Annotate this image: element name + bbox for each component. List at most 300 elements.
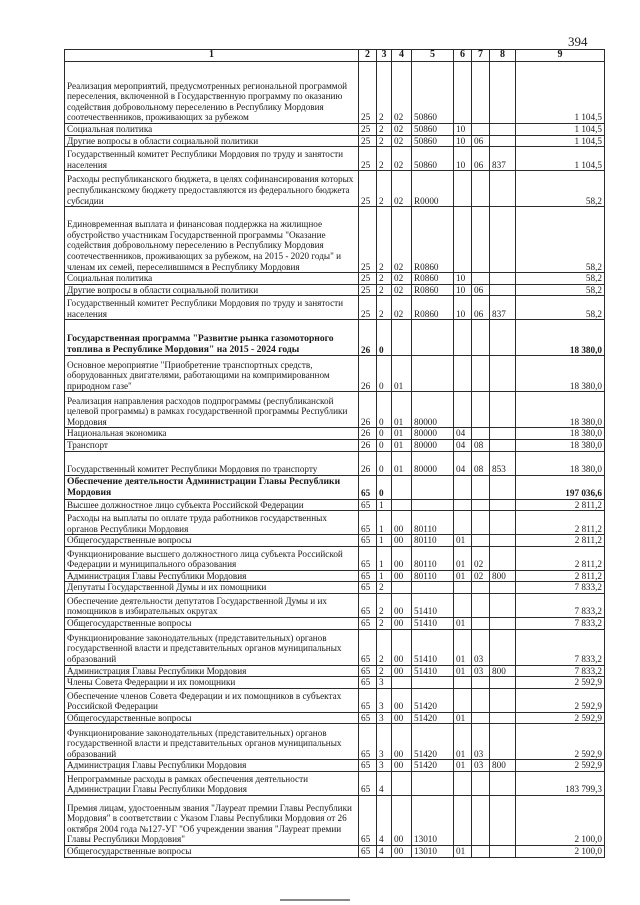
row-code-7-cell xyxy=(472,795,490,845)
row-code-5-cell: 51420 xyxy=(412,712,454,724)
row-name-cell: Общегосударственные вопросы xyxy=(65,712,359,724)
row-code-3-cell: 1 xyxy=(377,535,392,547)
row-code-8-cell: 837 xyxy=(490,296,516,320)
row-code-3-cell: 2 xyxy=(377,147,392,171)
table-row xyxy=(65,760,605,772)
row-code-2-cell: 65 xyxy=(359,795,377,845)
row-code-4-cell xyxy=(392,582,412,594)
row-code-7-cell: 02 xyxy=(472,546,490,570)
row-name-cell: Государственный комитет Республики Мордовия по труду и занятости населения xyxy=(65,147,359,171)
row-code-2-cell: 26 xyxy=(359,439,377,451)
table-row xyxy=(65,439,605,451)
row-code-8-cell xyxy=(490,582,516,594)
row-code-4-cell: 02 xyxy=(392,135,412,147)
row-code-6-cell: 10 xyxy=(454,147,472,171)
row-code-2-cell: 65 xyxy=(359,617,377,629)
row-code-5-cell: 51410 xyxy=(412,665,454,677)
row-amount-cell: 7 833,2 xyxy=(516,593,605,617)
row-code-3-cell: 4 xyxy=(377,795,392,845)
row-code-2-cell: 65 xyxy=(359,688,377,712)
row-amount-cell: 7 833,2 xyxy=(516,629,605,665)
row-amount-cell: 2 811,2 xyxy=(516,499,605,511)
row-code-4-cell: 02 xyxy=(392,284,412,296)
table-row xyxy=(65,147,605,171)
row-code-7-cell: 08 xyxy=(472,451,490,475)
table-row xyxy=(65,428,605,440)
row-code-2-cell: 65 xyxy=(359,511,377,535)
row-code-7-cell xyxy=(472,320,490,356)
row-amount-cell: 58,2 xyxy=(516,284,605,296)
row-name-cell: Реализация мероприятий, предусмотренных региональной программой переселения, включенной в Государственную программу по оказанию содействия добровольному переселению в Республику Мордовия соотечественников, проживающих за рубежом xyxy=(65,62,359,124)
row-code-6-cell: 10 xyxy=(454,296,472,320)
row-code-5-cell: 80000 xyxy=(412,392,454,428)
row-code-8-cell xyxy=(490,439,516,451)
table-row xyxy=(65,296,605,320)
row-code-3-cell: 2 xyxy=(377,284,392,296)
row-code-8-cell xyxy=(490,617,516,629)
row-name-cell: Депутаты Государственной Думы и их помощники xyxy=(65,582,359,594)
row-code-2-cell: 25 xyxy=(359,284,377,296)
row-code-3-cell: 2 xyxy=(377,135,392,147)
row-code-5-cell: 80000 xyxy=(412,428,454,440)
row-code-6-cell: 10 xyxy=(454,273,472,285)
row-code-6-cell xyxy=(454,677,472,689)
row-code-6-cell: 04 xyxy=(454,428,472,440)
row-code-6-cell: 10 xyxy=(454,135,472,147)
row-code-2-cell: 65 xyxy=(359,570,377,582)
row-code-6-cell: 01 xyxy=(454,712,472,724)
table-row xyxy=(65,617,605,629)
row-code-8-cell xyxy=(490,795,516,845)
row-code-6-cell xyxy=(454,593,472,617)
row-code-3-cell: 0 xyxy=(377,475,392,499)
row-code-7-cell xyxy=(472,617,490,629)
row-code-7-cell: 02 xyxy=(472,570,490,582)
row-code-7-cell: 06 xyxy=(472,296,490,320)
row-code-6-cell: 01 xyxy=(454,546,472,570)
row-code-6-cell: 01 xyxy=(454,665,472,677)
row-amount-cell: 1 104,5 xyxy=(516,124,605,136)
row-code-3-cell: 1 xyxy=(377,511,392,535)
row-code-8-cell xyxy=(490,499,516,511)
row-code-5-cell xyxy=(412,499,454,511)
row-code-2-cell: 25 xyxy=(359,135,377,147)
row-code-2-cell: 65 xyxy=(359,593,377,617)
row-amount-cell: 197 036,6 xyxy=(516,475,605,499)
row-name-cell: Обеспечение деятельности Администрации Главы Республики Мордовия xyxy=(65,475,359,499)
row-code-6-cell xyxy=(454,392,472,428)
row-code-8-cell xyxy=(490,62,516,124)
row-code-8-cell xyxy=(490,546,516,570)
row-code-4-cell: 00 xyxy=(392,629,412,665)
col-header-3: 3 xyxy=(377,50,392,62)
row-amount-cell: 18 380,0 xyxy=(516,428,605,440)
row-code-7-cell xyxy=(472,392,490,428)
row-code-7-cell: 03 xyxy=(472,760,490,772)
row-code-8-cell xyxy=(490,207,516,273)
col-header-9: 9 xyxy=(516,50,605,62)
row-code-7-cell xyxy=(472,124,490,136)
row-code-2-cell: 65 xyxy=(359,724,377,760)
row-code-4-cell: 02 xyxy=(392,273,412,285)
row-code-7-cell: 06 xyxy=(472,135,490,147)
row-code-2-cell: 25 xyxy=(359,147,377,171)
row-amount-cell: 18 380,0 xyxy=(516,320,605,356)
row-code-3-cell: 4 xyxy=(377,845,392,857)
row-code-5-cell: R0860 xyxy=(412,296,454,320)
row-code-4-cell xyxy=(392,771,412,795)
row-code-8-cell: 800 xyxy=(490,665,516,677)
row-code-2-cell: 26 xyxy=(359,428,377,440)
table-row xyxy=(65,124,605,136)
table-row xyxy=(65,392,605,428)
row-amount-cell: 7 833,2 xyxy=(516,617,605,629)
table-row xyxy=(65,582,605,594)
row-code-6-cell xyxy=(454,771,472,795)
row-name-cell: Расходы на выплаты по оплате труда работников государственных органов Республики Мордовия xyxy=(65,511,359,535)
row-code-8-cell xyxy=(490,771,516,795)
row-name-cell: Непрограммные расходы в рамках обеспечения деятельности Администрации Главы Республики Мордовия xyxy=(65,771,359,795)
row-name-cell: Национальная экономика xyxy=(65,428,359,440)
row-code-6-cell xyxy=(454,475,472,499)
row-amount-cell: 2 592,9 xyxy=(516,712,605,724)
row-code-7-cell xyxy=(472,171,490,207)
row-code-2-cell: 65 xyxy=(359,712,377,724)
row-code-4-cell: 00 xyxy=(392,570,412,582)
row-code-2-cell: 65 xyxy=(359,499,377,511)
table-row xyxy=(65,546,605,570)
row-name-cell: Администрация Главы Республики Мордовия xyxy=(65,665,359,677)
table-row xyxy=(65,724,605,760)
row-amount-cell: 1 104,5 xyxy=(516,135,605,147)
row-code-2-cell: 65 xyxy=(359,677,377,689)
table-row xyxy=(65,499,605,511)
row-code-5-cell: 51420 xyxy=(412,724,454,760)
row-code-5-cell: 50860 xyxy=(412,62,454,124)
row-name-cell: Функционирование высшего должностного лица субъекта Российской Федерации и муниципального образования xyxy=(65,546,359,570)
row-code-3-cell: 2 xyxy=(377,207,392,273)
row-code-6-cell: 01 xyxy=(454,629,472,665)
row-code-5-cell: 50860 xyxy=(412,124,454,136)
table-row xyxy=(65,570,605,582)
table-row xyxy=(65,771,605,795)
row-name-cell: Основное мероприятие "Приобретение транспортных средств, оборудованных двигателями, работающими на компримированном природном газе" xyxy=(65,356,359,392)
row-code-4-cell: 00 xyxy=(392,688,412,712)
table-row xyxy=(65,135,605,147)
row-code-3-cell: 2 xyxy=(377,582,392,594)
row-code-3-cell: 0 xyxy=(377,320,392,356)
row-code-7-cell xyxy=(472,511,490,535)
row-code-7-cell: 06 xyxy=(472,147,490,171)
row-name-cell: Общегосударственные вопросы xyxy=(65,845,359,857)
row-code-6-cell xyxy=(454,171,472,207)
row-code-4-cell: 00 xyxy=(392,795,412,845)
row-code-3-cell: 2 xyxy=(377,629,392,665)
row-code-4-cell: 00 xyxy=(392,593,412,617)
row-code-8-cell xyxy=(490,392,516,428)
row-name-cell: Реализация направления расходов подпрограммы (республиканской целевой программы) в рамках государственной программы Республики Мордовия xyxy=(65,392,359,428)
row-amount-cell: 18 380,0 xyxy=(516,392,605,428)
table-row xyxy=(65,320,605,356)
row-code-3-cell: 2 xyxy=(377,124,392,136)
row-code-6-cell xyxy=(454,499,472,511)
col-header-1: 1 xyxy=(65,50,359,62)
row-code-4-cell: 01 xyxy=(392,451,412,475)
row-code-5-cell: R0000 xyxy=(412,171,454,207)
row-code-5-cell: 51420 xyxy=(412,760,454,772)
row-name-cell: Премия лицам, удостоенным звания "Лауреат премии Главы Республики Мордовия" в соответствии с Указом Главы Республики Мордовия от 26 октября 2004 года №127-УГ "Об учреждении звания "Лауреат премии Главы Республики Мордовия" xyxy=(65,795,359,845)
row-code-8-cell xyxy=(490,284,516,296)
row-code-7-cell: 03 xyxy=(472,724,490,760)
scan-mark xyxy=(280,899,350,901)
row-code-6-cell: 10 xyxy=(454,284,472,296)
row-code-6-cell xyxy=(454,62,472,124)
row-code-7-cell: 03 xyxy=(472,665,490,677)
row-code-8-cell xyxy=(490,475,516,499)
row-code-3-cell: 1 xyxy=(377,570,392,582)
row-code-3-cell: 4 xyxy=(377,771,392,795)
row-code-3-cell: 2 xyxy=(377,665,392,677)
row-code-2-cell: 25 xyxy=(359,171,377,207)
row-code-4-cell: 00 xyxy=(392,712,412,724)
row-name-cell: Администрация Главы Республики Мордовия xyxy=(65,760,359,772)
row-code-5-cell: 51410 xyxy=(412,617,454,629)
row-code-2-cell: 25 xyxy=(359,273,377,285)
table-row xyxy=(65,171,605,207)
row-name-cell: Общегосударственные вопросы xyxy=(65,535,359,547)
row-code-2-cell: 65 xyxy=(359,629,377,665)
row-code-7-cell xyxy=(472,593,490,617)
table-row xyxy=(65,593,605,617)
row-code-6-cell: 01 xyxy=(454,845,472,857)
row-code-8-cell: 800 xyxy=(490,570,516,582)
row-code-5-cell: 80110 xyxy=(412,511,454,535)
row-code-5-cell: 13010 xyxy=(412,795,454,845)
row-amount-cell: 58,2 xyxy=(516,296,605,320)
row-amount-cell: 2 592,9 xyxy=(516,677,605,689)
table-row xyxy=(65,665,605,677)
row-code-5-cell xyxy=(412,582,454,594)
row-code-7-cell xyxy=(472,845,490,857)
row-code-7-cell xyxy=(472,677,490,689)
table-row xyxy=(65,795,605,845)
row-code-2-cell: 65 xyxy=(359,475,377,499)
col-header-6: 6 xyxy=(454,50,472,62)
row-code-3-cell: 3 xyxy=(377,712,392,724)
row-code-5-cell: R0860 xyxy=(412,207,454,273)
page-number: 394 xyxy=(568,34,588,49)
row-code-6-cell: 01 xyxy=(454,570,472,582)
row-name-cell: Государственная программа "Развитие рынка газомоторного топлива в Республике Мордовия" на 2015 - 2024 годы xyxy=(65,320,359,356)
row-code-7-cell xyxy=(472,582,490,594)
row-name-cell: Расходы республиканского бюджета, в целях софинансирования которых республиканскому бюджету предоставляются из федерального бюджета субсидии xyxy=(65,171,359,207)
row-code-3-cell: 3 xyxy=(377,724,392,760)
row-code-3-cell: 1 xyxy=(377,499,392,511)
row-amount-cell: 2 100,0 xyxy=(516,795,605,845)
row-code-2-cell: 65 xyxy=(359,582,377,594)
row-amount-cell: 7 833,2 xyxy=(516,582,605,594)
table-row xyxy=(65,535,605,547)
row-code-4-cell: 00 xyxy=(392,760,412,772)
row-code-5-cell: 13010 xyxy=(412,845,454,857)
row-code-5-cell: 50860 xyxy=(412,147,454,171)
row-amount-cell: 2 592,9 xyxy=(516,724,605,760)
row-code-5-cell: R0860 xyxy=(412,284,454,296)
row-code-5-cell xyxy=(412,320,454,356)
row-code-7-cell xyxy=(472,499,490,511)
row-code-4-cell xyxy=(392,475,412,499)
row-code-2-cell: 25 xyxy=(359,296,377,320)
row-code-7-cell xyxy=(472,273,490,285)
row-code-2-cell: 26 xyxy=(359,320,377,356)
row-name-cell: Члены Совета Федерации и их помощники xyxy=(65,677,359,689)
row-code-8-cell xyxy=(490,428,516,440)
table-row xyxy=(65,207,605,273)
row-code-6-cell xyxy=(454,582,472,594)
row-code-7-cell: 03 xyxy=(472,629,490,665)
table-row xyxy=(65,284,605,296)
row-code-5-cell: 80110 xyxy=(412,570,454,582)
row-code-4-cell: 02 xyxy=(392,207,412,273)
row-code-3-cell: 2 xyxy=(377,171,392,207)
row-code-7-cell xyxy=(472,428,490,440)
row-code-3-cell: 0 xyxy=(377,392,392,428)
row-name-cell: Функционирование законодательных (представительных) органов государственной власти и представительных органов муниципальных образований xyxy=(65,629,359,665)
row-name-cell: Единовременная выплата и финансовая поддержка на жилищное обустройство участникам Государственной программы "Оказание содействия добровольному переселению в Республику Мордовия соотечественников, проживающих за рубежом, на 2015 - 2020 годы" и членам их семей, переселившимся в Республику Мордовия xyxy=(65,207,359,273)
row-code-6-cell: 01 xyxy=(454,617,472,629)
col-header-8: 8 xyxy=(490,50,516,62)
row-name-cell: Транспорт xyxy=(65,439,359,451)
row-code-3-cell: 1 xyxy=(377,546,392,570)
row-code-5-cell: 51410 xyxy=(412,593,454,617)
row-code-4-cell: 02 xyxy=(392,296,412,320)
row-code-3-cell: 0 xyxy=(377,428,392,440)
row-name-cell: Другие вопросы в области социальной политики xyxy=(65,284,359,296)
row-code-3-cell: 2 xyxy=(377,296,392,320)
row-code-6-cell: 04 xyxy=(454,439,472,451)
row-name-cell: Обеспечение членов Совета Федерации и их помощников в субъектах Российской Федерации xyxy=(65,688,359,712)
row-code-4-cell: 02 xyxy=(392,124,412,136)
row-amount-cell: 18 380,0 xyxy=(516,439,605,451)
row-code-8-cell xyxy=(490,593,516,617)
row-code-2-cell: 25 xyxy=(359,62,377,124)
row-code-4-cell: 02 xyxy=(392,62,412,124)
row-code-3-cell: 0 xyxy=(377,451,392,475)
row-code-8-cell xyxy=(490,688,516,712)
row-code-8-cell xyxy=(490,724,516,760)
row-code-8-cell xyxy=(490,320,516,356)
row-name-cell: Другие вопросы в области социальной политики xyxy=(65,135,359,147)
row-code-5-cell: 80000 xyxy=(412,451,454,475)
row-code-7-cell: 08 xyxy=(472,439,490,451)
row-code-2-cell: 65 xyxy=(359,535,377,547)
table-row xyxy=(65,712,605,724)
row-code-3-cell: 3 xyxy=(377,760,392,772)
row-code-4-cell: 01 xyxy=(392,428,412,440)
row-code-3-cell: 2 xyxy=(377,62,392,124)
row-amount-cell: 7 833,2 xyxy=(516,665,605,677)
row-code-8-cell: 800 xyxy=(490,760,516,772)
row-code-6-cell: 04 xyxy=(454,451,472,475)
row-code-5-cell xyxy=(412,356,454,392)
row-code-4-cell xyxy=(392,499,412,511)
row-code-2-cell: 26 xyxy=(359,451,377,475)
row-code-3-cell: 2 xyxy=(377,593,392,617)
row-amount-cell: 2 100,0 xyxy=(516,845,605,857)
col-header-7: 7 xyxy=(472,50,490,62)
row-amount-cell: 2 592,9 xyxy=(516,760,605,772)
row-code-8-cell xyxy=(490,135,516,147)
row-code-5-cell xyxy=(412,475,454,499)
row-code-2-cell: 26 xyxy=(359,392,377,428)
header-row xyxy=(65,50,605,62)
row-name-cell: Общегосударственные вопросы xyxy=(65,617,359,629)
row-amount-cell: 183 799,3 xyxy=(516,771,605,795)
row-code-2-cell: 65 xyxy=(359,665,377,677)
row-code-6-cell xyxy=(454,795,472,845)
row-code-7-cell xyxy=(472,535,490,547)
row-code-5-cell xyxy=(412,677,454,689)
row-code-8-cell xyxy=(490,171,516,207)
row-amount-cell: 18 380,0 xyxy=(516,356,605,392)
row-code-2-cell: 65 xyxy=(359,771,377,795)
row-code-2-cell: 65 xyxy=(359,845,377,857)
row-code-4-cell xyxy=(392,677,412,689)
row-code-3-cell: 0 xyxy=(377,356,392,392)
row-code-3-cell: 2 xyxy=(377,617,392,629)
row-amount-cell: 1 104,5 xyxy=(516,147,605,171)
row-code-8-cell xyxy=(490,712,516,724)
row-name-cell: Обеспечение деятельности депутатов Государственной Думы и их помощников в избирательных округах xyxy=(65,593,359,617)
row-code-6-cell: 01 xyxy=(454,724,472,760)
row-code-6-cell: 01 xyxy=(454,535,472,547)
row-name-cell: Государственный комитет Республики Мордовия по труду и занятости населения xyxy=(65,296,359,320)
row-code-7-cell xyxy=(472,475,490,499)
table-row xyxy=(65,62,605,124)
table-row xyxy=(65,451,605,475)
row-code-8-cell xyxy=(490,845,516,857)
row-code-6-cell xyxy=(454,207,472,273)
row-code-8-cell: 837 xyxy=(490,147,516,171)
col-header-5: 5 xyxy=(412,50,454,62)
row-code-2-cell: 25 xyxy=(359,207,377,273)
row-amount-cell: 2 811,2 xyxy=(516,535,605,547)
row-code-7-cell xyxy=(472,62,490,124)
row-code-5-cell: 51420 xyxy=(412,688,454,712)
row-name-cell: Высшее должностное лицо субъекта Российской Федерации xyxy=(65,499,359,511)
row-code-4-cell: 00 xyxy=(392,724,412,760)
table-row xyxy=(65,511,605,535)
row-amount-cell: 2 811,2 xyxy=(516,511,605,535)
table-row xyxy=(65,688,605,712)
row-code-7-cell xyxy=(472,688,490,712)
row-code-3-cell: 2 xyxy=(377,273,392,285)
row-code-4-cell: 00 xyxy=(392,845,412,857)
table-body xyxy=(65,62,605,858)
row-code-6-cell: 10 xyxy=(454,124,472,136)
table-row xyxy=(65,475,605,499)
row-code-8-cell xyxy=(490,356,516,392)
row-code-4-cell: 01 xyxy=(392,439,412,451)
row-code-6-cell xyxy=(454,356,472,392)
row-amount-cell: 1 104,5 xyxy=(516,62,605,124)
row-code-8-cell xyxy=(490,629,516,665)
row-code-7-cell xyxy=(472,356,490,392)
row-amount-cell: 58,2 xyxy=(516,207,605,273)
table-row xyxy=(65,356,605,392)
row-code-7-cell: 06 xyxy=(472,284,490,296)
row-code-4-cell: 00 xyxy=(392,535,412,547)
